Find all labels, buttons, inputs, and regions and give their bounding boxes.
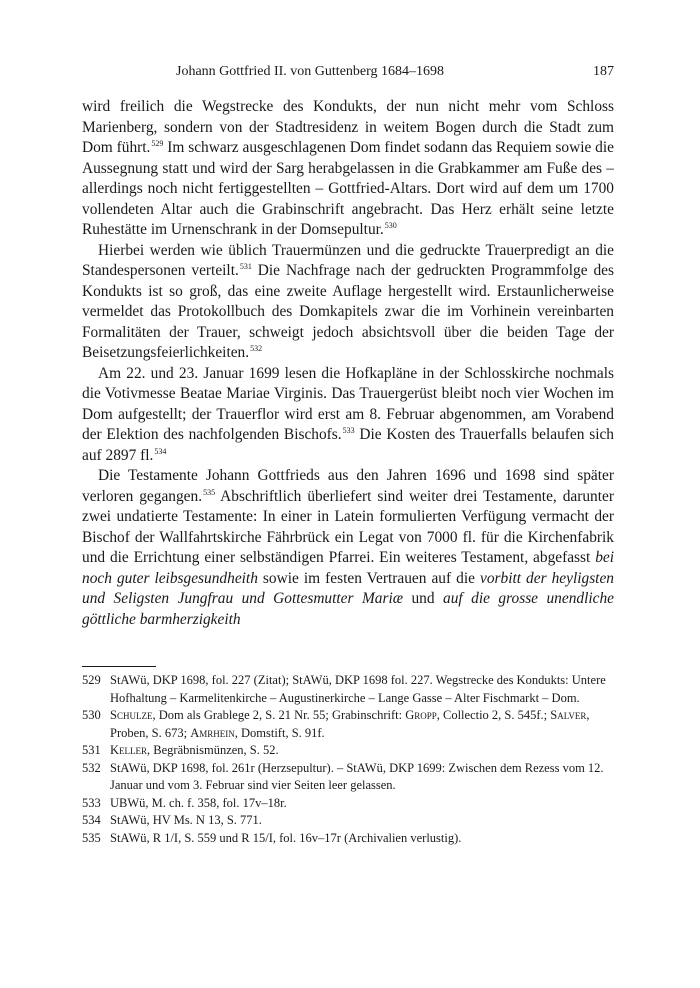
footnotes [82, 672, 614, 847]
body-paragraph [82, 241, 614, 364]
author-name: Amrhein [190, 725, 235, 740]
italic-quote: auf die grosse unendliche göttliche barmherzigkeith [82, 590, 614, 628]
footnote-marker: 529 [151, 139, 164, 148]
main-text [82, 97, 614, 630]
text-run: Die Testamente Johann Gottfrieds aus den Jahren 1696 und 1698 sind später verloren gegangen. [82, 467, 614, 505]
footnote-marker: 530 [384, 221, 397, 230]
footnote-text: StAWü, R 1/I, S. 559 und R 15/I, fol. 16v–17r (Archivalien verlustig). [110, 830, 462, 845]
footnote-marker: 533 [342, 426, 355, 435]
body-paragraph [82, 466, 614, 630]
author-name: Schulze [110, 708, 153, 722]
text-run: Im schwarz ausgeschlagenen Dom findet sodann das Requiem sowie die Aussegnung statt und wird der Sarg herabgelassen in die Grabkammer am Fuße des – allerdings noch nicht fertiggestellten – Gottfried-Altars. Dort wird auf dem um 1700 vollendeten Altar auch die Grabinschrift angebracht. Das Herz erhält seine letzte Ruhestätte im Urnenschrank in der Domsepultur. [82, 139, 614, 238]
footnote-number: 530 [82, 708, 101, 722]
author-name: Gropp [405, 708, 437, 722]
footnote-text: , Begräbnismünzen, S. 52. [147, 743, 279, 757]
page-number: 187 [593, 64, 614, 79]
footnote-number: 535 [82, 830, 101, 845]
italic-quote: bei noch guter leibsgesundheith [82, 549, 614, 587]
italic-quote: vorbitt der heyligsten und Seligsten Jungfrau und Gottesmutter Mariæ [82, 569, 614, 607]
footnote [82, 672, 614, 707]
text-run: Am 22. und 23. Januar 1699 lesen die Hofkapläne in der Schlosskirche nochmals die Votivmesse Beatae Mariae Virginis. Das Trauergerüst bleibt noch vier Wochen im Dom aufgestellt; der Trauerflor wird erst am 8. Februar abgenommen, am Vorabend der Elektion des nachfolgenden Bischofs. [82, 364, 614, 443]
footnote [82, 830, 614, 848]
footnote-text: StAWü, DKP 1698, fol. 261r (Herzsepultur). – StAWü, DKP 1699: Zwischen dem Rezess vom 12. Januar und vom 3. Februar sind vier Seiten leer gelassen. [110, 760, 604, 792]
footnote [82, 795, 614, 813]
footnote-marker: 531 [239, 262, 252, 271]
footnote-number: 532 [82, 760, 101, 775]
running-title: Johann Gottfried II. von Guttenberg 1684–1698 [176, 64, 445, 79]
footnote [82, 760, 614, 795]
author-name: Salver [550, 708, 587, 722]
footnote [82, 707, 614, 742]
footnote-number: 534 [82, 813, 101, 827]
footnote [82, 812, 614, 830]
footnote-number: 533 [82, 795, 101, 810]
footnote-text: StAWü, DKP 1698, fol. 227 (Zitat); StAWü, DKP 1698 fol. 227. Wegstrecke des Kondukts: Untere Hofhaltung – Karmelitenkirche – Augustinerkirche – Lange Gasse – Alter Fischmarkt – Dom. [110, 673, 606, 705]
text-run: und [403, 590, 444, 607]
text-run: sowie im festen Vertrauen auf die [257, 569, 480, 587]
footnote-marker: 534 [154, 446, 167, 456]
footnote-text: , Dom als Grablege 2, S. 21 Nr. 55; Grabinschrift: [152, 708, 406, 722]
body-paragraph [82, 97, 614, 241]
footnote-text: , Collectio 2, S. 545f.; [436, 708, 551, 722]
footnote-number: 529 [82, 673, 101, 687]
text-run: Hierbei werden wie üblich Trauermünzen und die gedruckte Trauerpredigt an die Standespersonen verteilt. [82, 241, 614, 279]
footnote-text: , Domstift, S. 91f. [234, 725, 325, 740]
footnote-text: , Proben, S. 673; [110, 708, 590, 740]
footnote-number: 531 [82, 743, 101, 757]
footnote-marker: 535 [203, 487, 216, 497]
body-paragraph [82, 364, 614, 467]
footnote-text: StAWü, HV Ms. N 13, S. 771. [110, 813, 262, 827]
text-run: wird freilich die Wegstrecke des Kondukts, der nun nicht mehr vom Schloss Marienberg, sondern von der Stadtresidenz in weitem Bogen durch die Stadt zum Dom führt. [82, 98, 614, 156]
text-run: Die Kosten des Trauerfalls belaufen sich auf 2897 fl. [82, 426, 614, 464]
running-header [82, 64, 614, 86]
footnote-text: UBWü, M. ch. f. 358, fol. 17v–18r. [110, 795, 287, 810]
text-run: Abschriftlich überliefert sind weiter drei Testamente, darunter zwei undatierte Testamente: In einer in Latein formulierten Verfügung vermacht der Bischof der Wallfahrtskirche Fährbrück ein Legat von 7000 fl. für die Kirchenfabrik und die Errichtung einer selbständigen Pfarrei. Ein weiteres Testament, abgefasst [82, 487, 614, 566]
footnote-separator [82, 666, 156, 667]
text-run: Die Nachfrage nach der gedruckten Programmfolge des Kondukts ist so groß, das eine zweite Auflage hergestellt wird. Erstaunlicherweise vermeldet das Protokollbuch des Domkapitels zwar die im Vorhinein vereinbarten Formalitäten der Trauer, schweigt jedoch absichtsvoll über die beiden Tage der Beisetzungsfeierlichkeiten. [82, 262, 614, 361]
author-name: Keller [110, 743, 148, 757]
footnote [82, 742, 614, 760]
footnote-marker: 532 [250, 344, 263, 353]
